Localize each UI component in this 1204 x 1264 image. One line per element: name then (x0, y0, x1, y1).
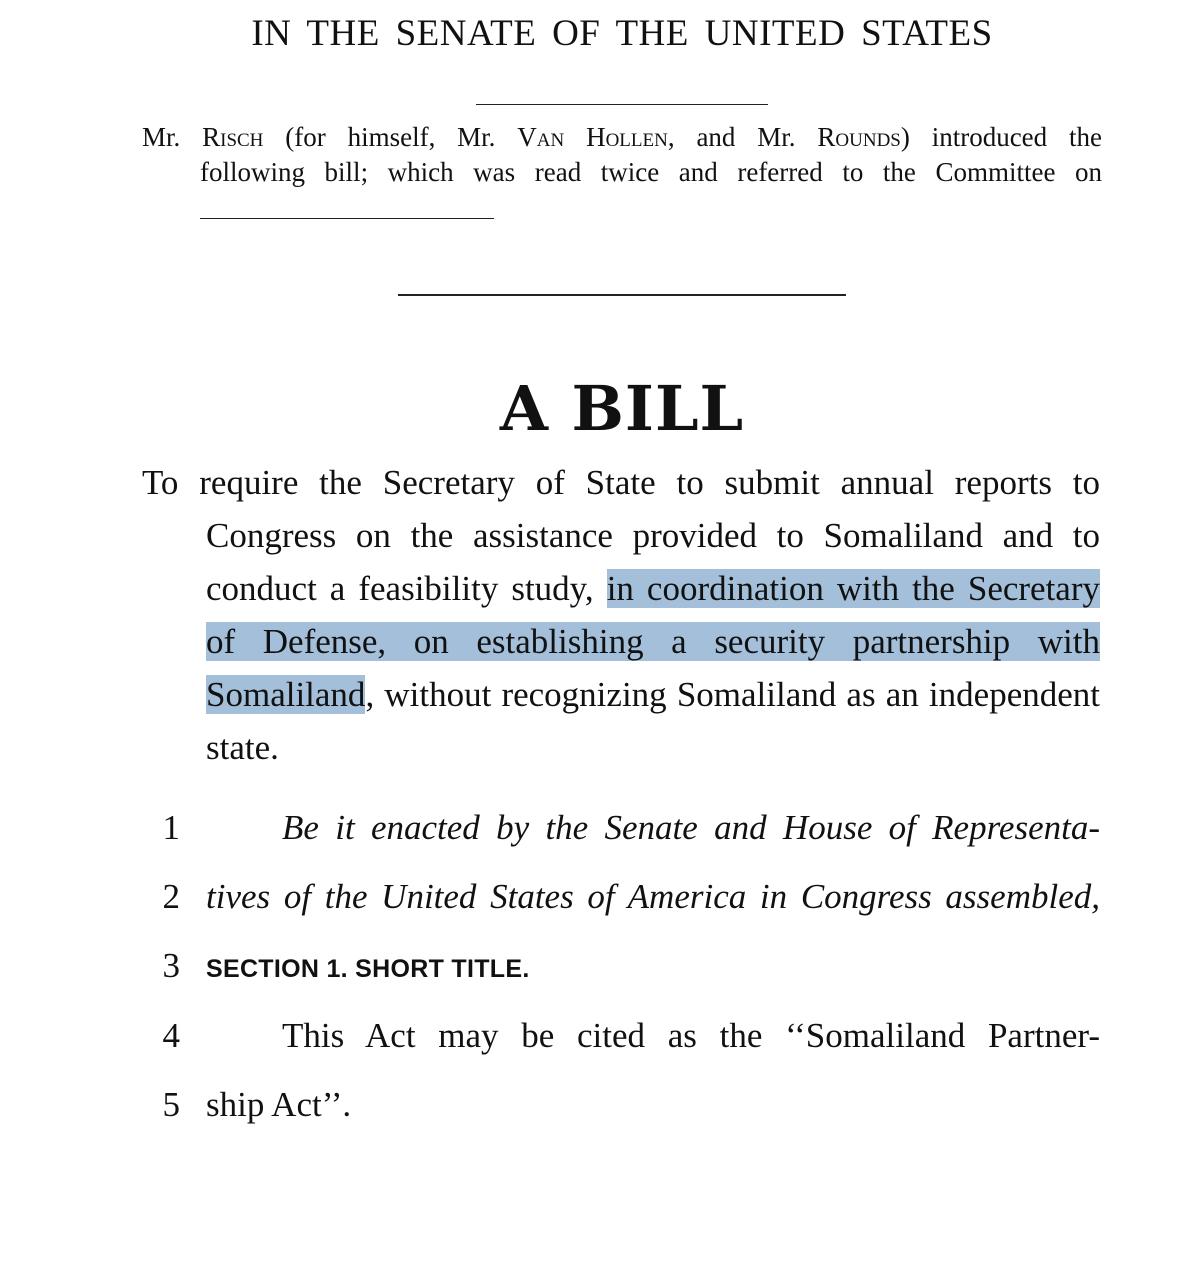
sponsor-name: Risch (202, 122, 264, 152)
header-divider (476, 104, 768, 105)
section-heading: SECTION 1. SHORT TITLE. (206, 955, 530, 983)
section-text-line: ship Act’’. (206, 1085, 352, 1124)
line-number: 3 (162, 946, 180, 985)
chamber-header: IN THE SENATE OF THE UNITED STATES (251, 13, 993, 54)
introduction-line-2: following bill; which was read twice and referred to the Committee on (200, 157, 1102, 187)
committee-blank-line (200, 218, 494, 219)
line-number: 5 (162, 1085, 180, 1124)
text-selection-highlight[interactable]: in coordination with the Secretary of Defense, on establishing a security partnership with Somaliland (206, 569, 1100, 714)
line-number: 4 (162, 1016, 180, 1055)
cosponsor-name: Rounds (817, 122, 901, 152)
bill-heading: A BILL (499, 372, 745, 445)
bill-long-title: To require the Secretary of State to submit annual reports to Congress on the assistance provided to Somaliland and to conduct a feasibility study, in coordination with the Secretary of Defense, on establishing a security partnership with Somaliland, without recognizing Somaliland as an independent state. (142, 463, 1100, 767)
introduction-line-1: Mr. Risch (for himself, Mr. Van Hollen, and Mr. Rounds) introduced the (142, 122, 1102, 152)
enacting-clause-line: Be it enacted by the Senate and House of Representa- (282, 808, 1100, 847)
line-number: 1 (162, 808, 180, 847)
section-text-line: This Act may be cited as the ‘‘Somaliland Partner- (282, 1016, 1100, 1055)
enacting-clause-line: tives of the United States of America in Congress assembled, (206, 877, 1100, 916)
cosponsor-name: Van Hollen (517, 122, 668, 152)
line-number: 2 (162, 877, 180, 916)
section-divider (398, 294, 846, 296)
